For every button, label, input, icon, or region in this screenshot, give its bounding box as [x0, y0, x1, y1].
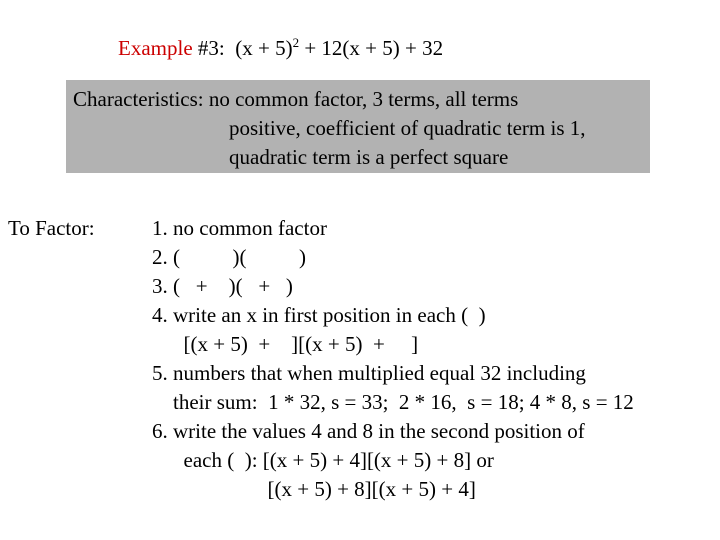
characteristics-line-3: quadratic term is a perfect square — [229, 145, 509, 169]
step-4: 4. write an x in first position in each ( ) — [152, 303, 486, 327]
step-6-detail: each ( ): [(x + 5) + 4][(x + 5) + 8] or — [152, 448, 494, 472]
step-2: 2. ( )( ) — [152, 245, 306, 269]
to-factor-label: To Factor: — [8, 216, 95, 240]
step-5-detail: their sum: 1 * 32, s = 33; 2 * 16, s = 18; 4 * 8, s = 12 — [152, 390, 634, 414]
example-number: #3: — [197, 36, 225, 60]
characteristics-box — [66, 80, 650, 173]
step-4-detail: [(x + 5) + ][(x + 5) + ] — [152, 332, 419, 356]
step-5: 5. numbers that when multiplied equal 32 including — [152, 361, 586, 385]
characteristics-line-2: positive, coefficient of quadratic term is 1, — [229, 116, 586, 140]
expression-base: (x + 5) — [235, 36, 293, 60]
expression-rest: + 12(x + 5) + 32 — [299, 36, 444, 60]
step-1: 1. no common factor — [152, 216, 327, 240]
step-6: 6. write the values 4 and 8 in the second position of — [152, 419, 585, 443]
example-title — [118, 36, 443, 61]
expression-exponent: 2 — [292, 35, 300, 50]
step-6-alternate: [(x + 5) + 8][(x + 5) + 4] — [152, 477, 476, 501]
step-3: 3. ( + )( + ) — [152, 274, 293, 298]
characteristics-line-1: Characteristics: no common factor, 3 terms, all terms — [73, 87, 519, 111]
example-label: Example — [118, 36, 193, 60]
